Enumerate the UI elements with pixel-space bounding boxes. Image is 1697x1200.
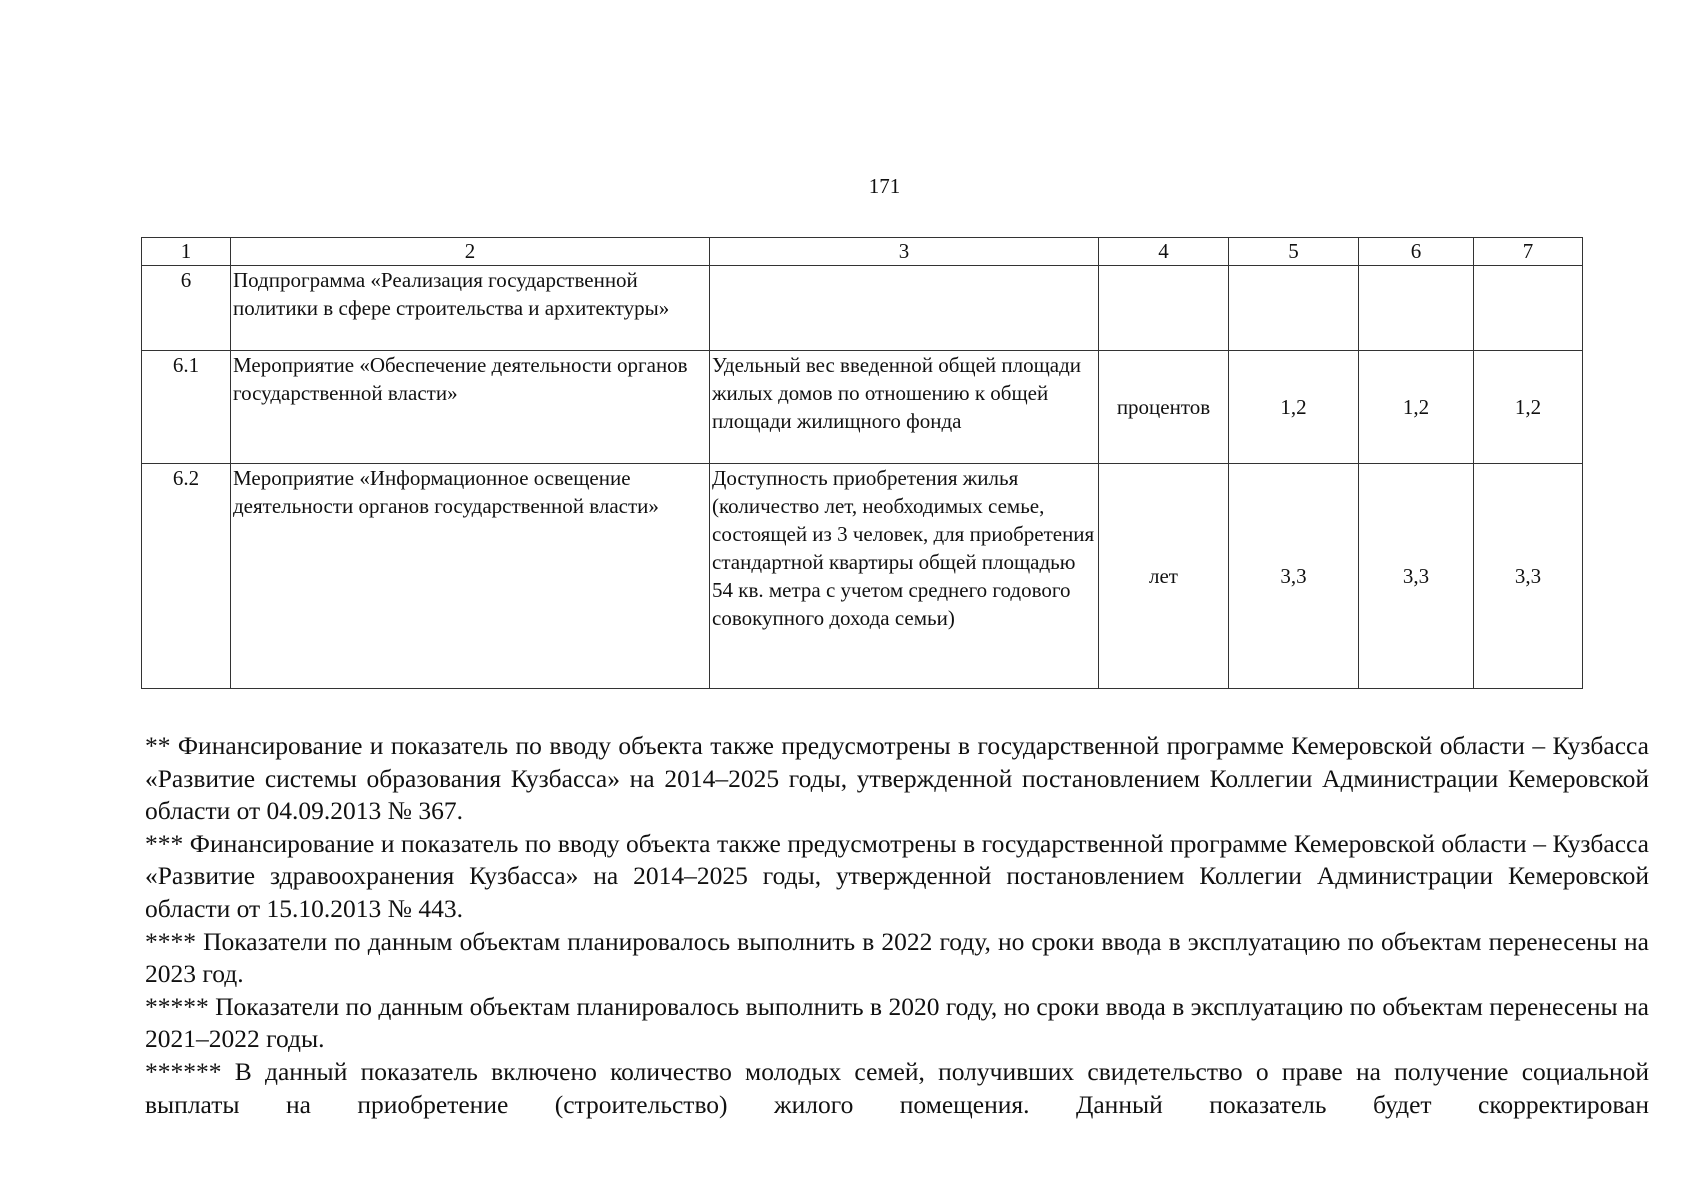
row-number: 6.2 <box>142 464 231 689</box>
row-number: 6.1 <box>142 351 231 464</box>
table-row <box>142 351 1583 464</box>
row-indicator: Удельный вес введенной общей площади жилых домов по отношению к общей площади жилищного фонда <box>710 351 1099 464</box>
row-name: Мероприятие «Обеспечение деятельности органов государственной власти» <box>231 351 710 464</box>
row-value-5 <box>1229 266 1359 351</box>
footnote: ***** Показатели по данным объектам планировалось выполнить в 2020 году, но сроки ввода в эксплуатацию по объектам перенесены на 2021–2022 годы. <box>145 991 1649 1054</box>
footnote: ****** В данный показатель включено количество молодых семей, получивших свидетельство о праве на получение социальной выплаты на приобретение (строительство) жилого помещения. Данный показатель будет скорректирован <box>145 1056 1649 1119</box>
row-indicator <box>710 266 1099 351</box>
row-unit: процентов <box>1099 351 1229 464</box>
row-value-6: 3,3 <box>1359 464 1474 689</box>
footnote: **** Показатели по данным объектам планировалось выполнить в 2022 году, но сроки ввода в эксплуатацию по объектам перенесены на 2023 год. <box>145 926 1649 989</box>
header-cell: 4 <box>1099 238 1229 266</box>
header-cell: 5 <box>1229 238 1359 266</box>
footnotes <box>145 730 1649 1121</box>
header-cell: 3 <box>710 238 1099 266</box>
footnote: ** Финансирование и показатель по вводу объекта также предусмотрены в государственной программе Кемеровской области – Кузбасса «Развитие системы образования Кузбасса» на 2014–2025 годы, утвержденной постановлением Коллегии Администрации Кемеровской области от 04.09.2013 № 367. <box>145 731 1649 826</box>
row-number: 6 <box>142 266 231 351</box>
row-name: Подпрограмма «Реализация государственной политики в сфере строительства и архитектуры» <box>231 266 710 351</box>
table-header-row <box>142 238 1583 266</box>
row-unit: лет <box>1099 464 1229 689</box>
row-value-7: 1,2 <box>1474 351 1583 464</box>
row-value-7 <box>1474 266 1583 351</box>
footnote: *** Финансирование и показатель по вводу объекта также предусмотрены в государственной программе Кемеровской области – Кузбасса «Развитие здравоохранения Кузбасса» на 2014–2025 годы, утвержденной постановлением Коллегии Администрации Кемеровской области от 15.10.2013 № 443. <box>145 828 1649 923</box>
row-indicator: Доступность приобретения жилья (количество лет, необходимых семье, состоящей из 3 человек, для приобретения стандартной квартиры общей площадью 54 кв. метра с учетом среднего годового совокупного дохода семьи) <box>710 464 1099 689</box>
row-value-7: 3,3 <box>1474 464 1583 689</box>
table-row <box>142 464 1583 689</box>
header-cell: 1 <box>142 238 231 266</box>
row-name: Мероприятие «Информационное освещение деятельности органов государственной власти» <box>231 464 710 689</box>
page-number: 171 <box>868 174 901 198</box>
row-value-6: 1,2 <box>1359 351 1474 464</box>
header-cell: 6 <box>1359 238 1474 266</box>
row-unit <box>1099 266 1229 351</box>
indicators-table <box>141 237 1583 689</box>
header-cell: 7 <box>1474 238 1583 266</box>
row-value-5: 1,2 <box>1229 351 1359 464</box>
row-value-5: 3,3 <box>1229 464 1359 689</box>
table-row <box>142 266 1583 351</box>
header-cell: 2 <box>231 238 710 266</box>
row-value-6 <box>1359 266 1474 351</box>
